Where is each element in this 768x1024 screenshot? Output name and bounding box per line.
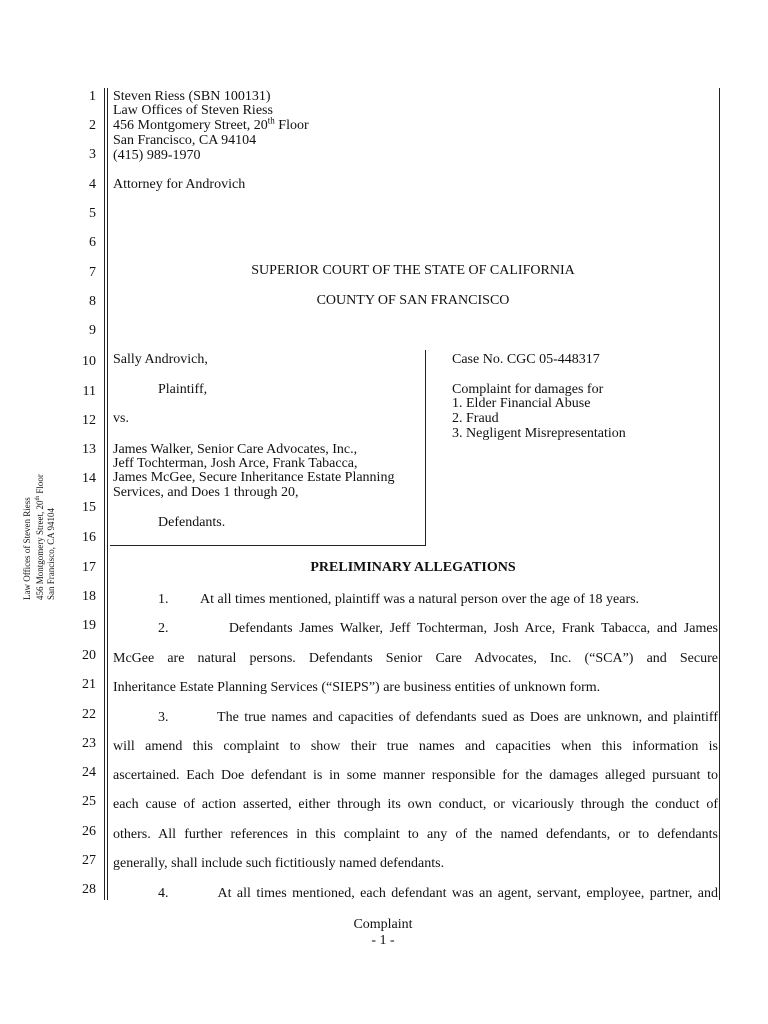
footer-page-number: - 1 - (371, 933, 395, 948)
caption-divider-vertical (425, 350, 426, 546)
paragraph-line: 3. The true names and capacities of defendants sued as Does are unknown, and plaintiff (158, 710, 718, 725)
plaintiff-name: Sally Androvich, (113, 352, 208, 367)
paragraph-line: others. All further references in this complaint to any of the named defendants, or to defendants (113, 827, 718, 842)
line-number: 7 (89, 265, 96, 280)
section-heading: PRELIMINARY ALLEGATIONS (310, 560, 516, 575)
case-number: Case No. CGC 05-448317 (452, 352, 600, 367)
right-margin-rule (719, 88, 720, 900)
defendants-line: James McGee, Secure Inheritance Estate Planning (113, 470, 395, 485)
attorney-firm: Law Offices of Steven Riess (113, 103, 273, 118)
line-number: 5 (89, 206, 96, 221)
defendants-line: Services, and Does 1 through 20, (113, 485, 299, 500)
line-number: 11 (82, 384, 96, 399)
line-number: 2 (89, 118, 96, 133)
court-name: SUPERIOR COURT OF THE STATE OF CALIFORNIA (251, 263, 575, 278)
line-number: 18 (82, 589, 96, 604)
defendants-line: Jeff Tochterman, Josh Arce, Frank Tabacca, (113, 456, 358, 471)
line-number: 3 (89, 147, 96, 162)
attorney-phone: (415) 989-1970 (113, 148, 201, 163)
complaint-line: Complaint for damages for (452, 382, 604, 397)
defendants-label: Defendants. (158, 515, 226, 530)
line-number: 20 (82, 648, 96, 663)
line-number: 6 (89, 235, 96, 250)
paragraph-line: generally, shall include such fictitiously named defendants. (113, 856, 445, 871)
line-number: 27 (82, 853, 96, 868)
line-number: 19 (82, 618, 96, 633)
complaint-line: 1. Elder Financial Abuse (452, 396, 591, 411)
defendants-line: James Walker, Senior Care Advocates, Inc., (113, 442, 358, 457)
line-number: 4 (89, 177, 96, 192)
line-number: 15 (82, 500, 96, 515)
paragraph-line: ascertained. Each Doe defendant is in some manner responsible for the damages alleged pursuant to (113, 768, 718, 783)
versus-label: vs. (113, 411, 129, 426)
attorney-name: Steven Riess (SBN 100131) (113, 89, 271, 104)
sidebar-firm-info (22, 474, 57, 600)
sidebar-firm-name: Law Offices of Steven Riess (22, 497, 32, 600)
caption-divider-horizontal (110, 545, 426, 546)
left-margin-rule-inner (107, 88, 108, 900)
paragraph-line: McGee are natural persons. Defendants Senior Care Advocates, Inc. (“SCA”) and Secure (113, 651, 718, 666)
line-number: 25 (82, 794, 96, 809)
attorney-city: San Francisco, CA 94104 (113, 133, 257, 148)
paragraph-line: will amend this complaint to show their true names and capacities when this information is (113, 739, 718, 754)
line-number: 9 (89, 323, 96, 338)
line-number: 26 (82, 824, 96, 839)
line-number: 10 (82, 354, 96, 369)
sidebar-firm-street: 456 Montgomery Street, 20th Floor (35, 474, 45, 600)
plaintiff-label: Plaintiff, (158, 382, 208, 397)
line-number: 28 (82, 882, 96, 897)
footer-title: Complaint (353, 917, 413, 932)
paragraph-line: 4. At all times mentioned, each defendant was an agent, servant, employee, partner, and (158, 886, 718, 901)
left-margin-rule-outer (104, 88, 105, 900)
court-county: COUNTY OF SAN FRANCISCO (316, 293, 510, 308)
complaint-line: 3. Negligent Misrepresentation (452, 426, 626, 441)
paragraph-line: 2. Defendants James Walker, Jeff Tochterman, Josh Arce, Frank Tabacca, and James (158, 621, 718, 636)
line-number: 14 (82, 471, 96, 486)
line-number: 12 (82, 413, 96, 428)
sidebar-firm-city: San Francisco, CA 94104 (46, 508, 56, 600)
line-number: 13 (82, 442, 96, 457)
attorney-street: 456 Montgomery Street, 20th Floor (113, 115, 309, 133)
paragraph-line: 1. At all times mentioned, plaintiff was a natural person over the age of 18 years. (158, 592, 640, 607)
line-number: 24 (82, 765, 96, 780)
attorney-for: Attorney for Androvich (113, 177, 246, 192)
line-number: 22 (82, 707, 96, 722)
line-number: 8 (89, 294, 96, 309)
line-number: 16 (82, 530, 96, 545)
line-number: 1 (89, 89, 96, 104)
complaint-line: 2. Fraud (452, 411, 499, 426)
line-number: 17 (82, 560, 96, 575)
paragraph-line: Inheritance Estate Planning Services (“SIEPS”) are business entities of unknown form. (113, 680, 601, 695)
line-number: 21 (82, 677, 96, 692)
line-number: 23 (82, 736, 96, 751)
paragraph-line: each cause of action asserted, either through its own conduct, or vicariously through the conduct of (113, 797, 718, 812)
